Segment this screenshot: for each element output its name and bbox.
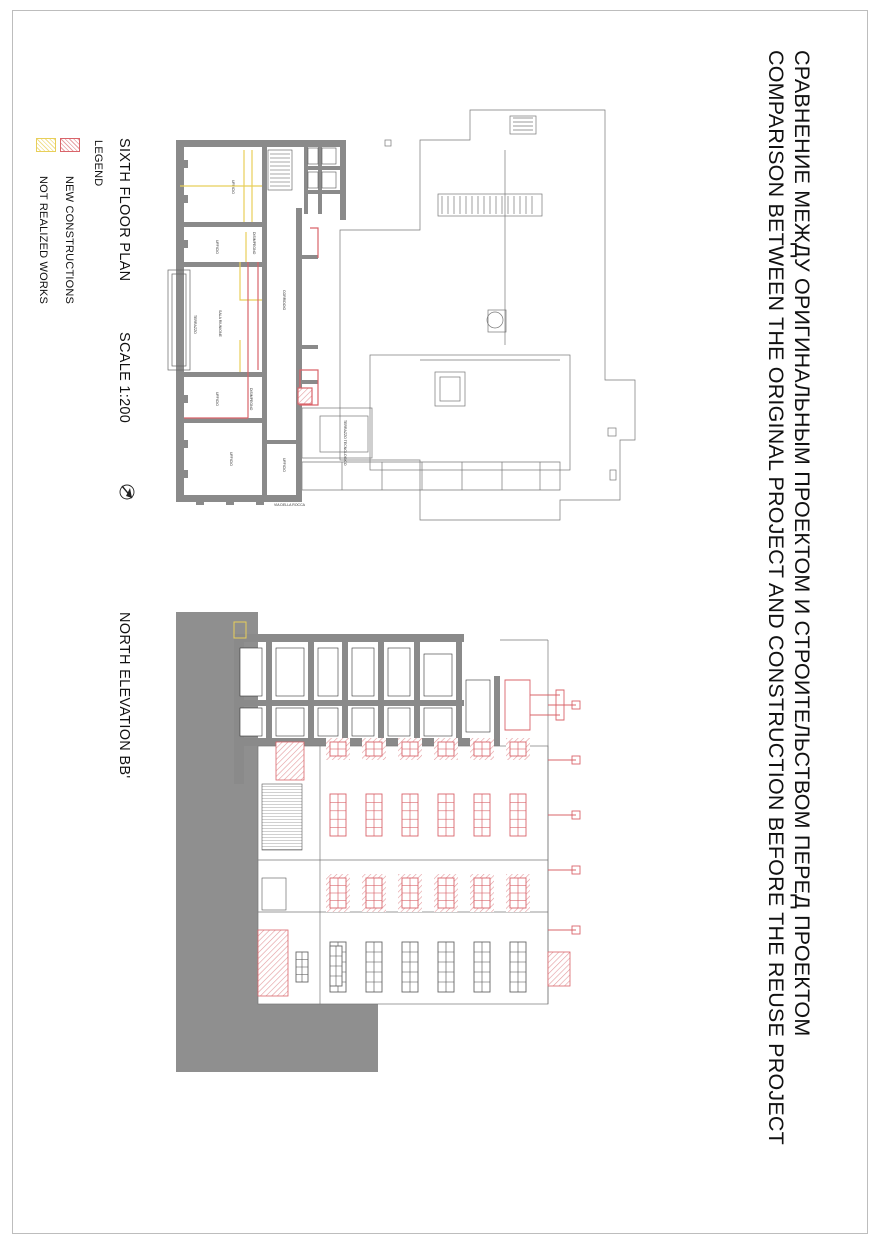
plan-scale: SCALE 1:200 <box>116 332 132 424</box>
legend-heading: LEGEND <box>92 140 104 187</box>
title-english: COMPARISON BETWEEN THE ORIGINAL PROJECT AND CONSTRUCTION BEFORE THE REUSE PROJECT <box>764 50 788 1145</box>
title-russian: СРАВНЕНИЕ МЕЖДУ ОРИГИНАЛЬНЫМ ПРОЕКТОМ И СТРОИТЕЛЬСТВОМ ПЕРЕД ПРОЕКТОМ <box>790 50 814 1037</box>
street-label-bottom: VIA DELLA ROCCA <box>274 503 305 507</box>
room-label: UFFICIO <box>215 392 219 406</box>
room-label: DISIMPEGNO <box>249 388 253 411</box>
room-label: DISIMPEGNO <box>252 232 256 255</box>
north-elevation <box>176 612 570 1072</box>
legend-new-label: NEW CONSTRUCTIONS <box>63 176 75 305</box>
plan-label: SIXTH FLOOR PLAN <box>116 138 132 282</box>
room-label: UFFICIO <box>229 452 233 466</box>
room-label: CORRIDOIO <box>282 290 286 311</box>
elevation-windows <box>296 738 530 992</box>
room-label: UFFICIO <box>215 240 219 254</box>
elevation-new-block <box>548 952 570 986</box>
room-label: SALA RIUNIONE <box>218 310 222 337</box>
elevation-new-block <box>276 742 304 780</box>
room-label: UFFICIO <box>282 458 286 472</box>
elevation-label: NORTH ELEVATION BB' <box>116 612 132 779</box>
room-label: UFFICIO <box>231 180 235 194</box>
plan-walls <box>176 140 346 505</box>
north-arrow-icon <box>120 485 134 499</box>
legend-not-realized-label: NOT REALIZED WORKS <box>37 176 49 305</box>
plan-not-realized <box>180 150 262 372</box>
elevation-new-block <box>258 930 288 996</box>
sixth-floor-plan <box>302 110 635 520</box>
room-label: TERRAZZO <box>193 315 197 334</box>
room-label: TERRAZZO TECNOLOGICO <box>343 420 347 466</box>
